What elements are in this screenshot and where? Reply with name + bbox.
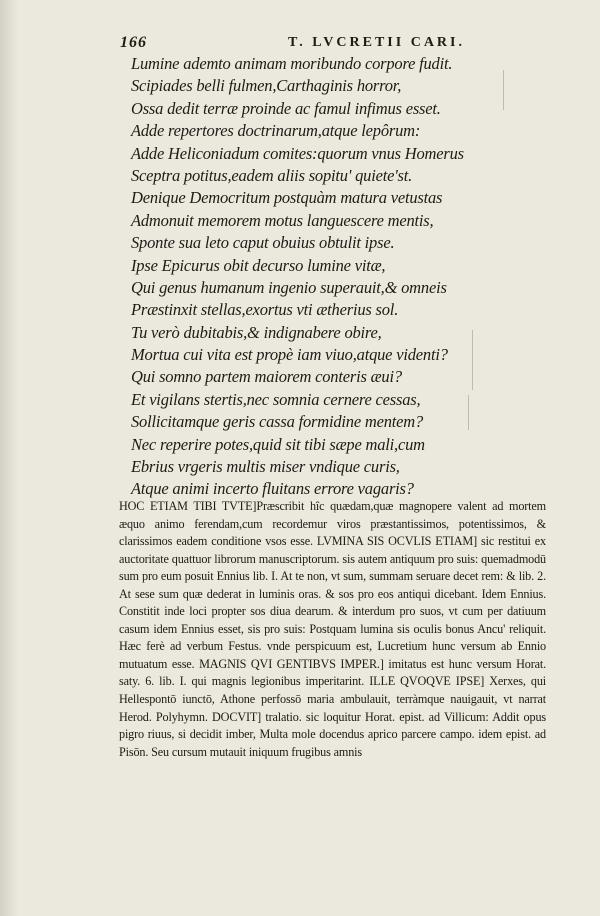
show-through-rule [472, 330, 473, 390]
show-through-rule [468, 395, 469, 430]
verse-line: Ebrius vrgeris multis miser vndique curis, [131, 457, 400, 477]
verse-line: Tu verò dubitabis,& indignabere obire, [131, 322, 382, 342]
verse-line: Scipiades belli fulmen,Carthaginis horror, [131, 76, 402, 96]
verse-line: Admonuit memorem motus languescere mentis, [131, 210, 434, 230]
verse-line: Adde repertores doctrinarum,atque lepôrum: [131, 121, 421, 141]
verse-line: Ipse Epicurus obit decurso lumine vitæ, [131, 255, 386, 275]
verse-line: Lumine ademto animam moribundo corpore fudit. [131, 54, 453, 73]
commentary-block [119, 498, 546, 761]
verse-line: Sponte sua leto caput obuius obtulit ipse. [131, 233, 395, 253]
commentary-text: HOC ETIAM TIBI TVTE]Præscribit hîc quædam,quæ magnopere valent ad mortem æquo animo ferendam,cum recordemur viros præstantissimos, potentissimos, & clarissimos eadem conditione vsos esse. LVMINA SIS OCVLIS ETIAM] sic restitui ex auctoritate quattuor librorum manuscriptorum. sis autem antiquum pro suis: quemadmodū sum pro eum posuit Ennius lib. I. At te non, vt sum, summam seruare decet rem: & lib. 2. At sese sum quæ dederat in luminis oras. & sos pro eos antiqui dicebant. Idem Ennius. Constitit inde loci propter sos diua dearum. & interdum pro suos, vt cum per datiuum casum idem Ennius esset, sis pro suis: Postquam lumina sis oculis bonus Ancu' reliquit. Hæc ferè ad verbum Festus. vnde perspicuum est, Lucretium hunc versum ab Ennio mutuatum esse. MAGNIS QVI GENTIBVS IMPER.] imitatus est hunc versum Horat. saty. 6. lib. I. qui magnis legionibus imperitarint. ILLE QVOQVE IPSE] Xerxes, qui Hellespontō iunctō, Athone perfossō maria ambulauit, terràmque nauigauit, vt narrat Herod. Polyhymn. DOCVIT] tralatio. sic loquitur Horat. epist. ad Villicum: Addit opus pigro riuus, si decidit imber, Multa mole docendus aprico parcere campo. idem epist. ad Pisōn. Seu cursum mutauit iniquum frugibus amnis [119, 499, 546, 759]
verse-line: Qui somno partem maiorem conteris æui? [131, 367, 402, 387]
verse-line: Atque animi incerto fluitans errore vagaris? [131, 479, 414, 499]
gutter-shadow [0, 0, 18, 916]
verse-line: Mortua cui vita est propè iam viuo,atque videnti? [131, 345, 448, 365]
verse-line: Adde Heliconiadum comites:quorum vnus Homerus [131, 143, 464, 163]
running-head: T. LVCRETII CARI. [287, 35, 465, 50]
verse-line: Sceptra potitus,eadem aliis sopitu' quiete'st. [131, 165, 413, 185]
show-through-rule [503, 70, 504, 110]
verse-line: Nec reperire potes,quid sit tibi sæpe mali,cum [131, 434, 425, 454]
verse-block [131, 53, 501, 501]
verse-line: Et vigilans stertis,nec somnia cernere cessas, [131, 389, 421, 409]
verse-line: Sollicitamque geris cassa formidine mentem? [131, 412, 424, 432]
verse-line: Præstinxit stellas,exortus vti ætherius sol. [131, 300, 399, 320]
verse-line: Denique Democritum postquàm matura vetustas [131, 188, 443, 208]
verse-line: Ossa dedit terræ proinde ac famul infimus esset. [131, 98, 441, 118]
page-number: 166 [120, 34, 147, 51]
page-header [120, 34, 465, 54]
verse-line: Qui genus humanum ingenio superauit,& omneis [131, 277, 447, 297]
